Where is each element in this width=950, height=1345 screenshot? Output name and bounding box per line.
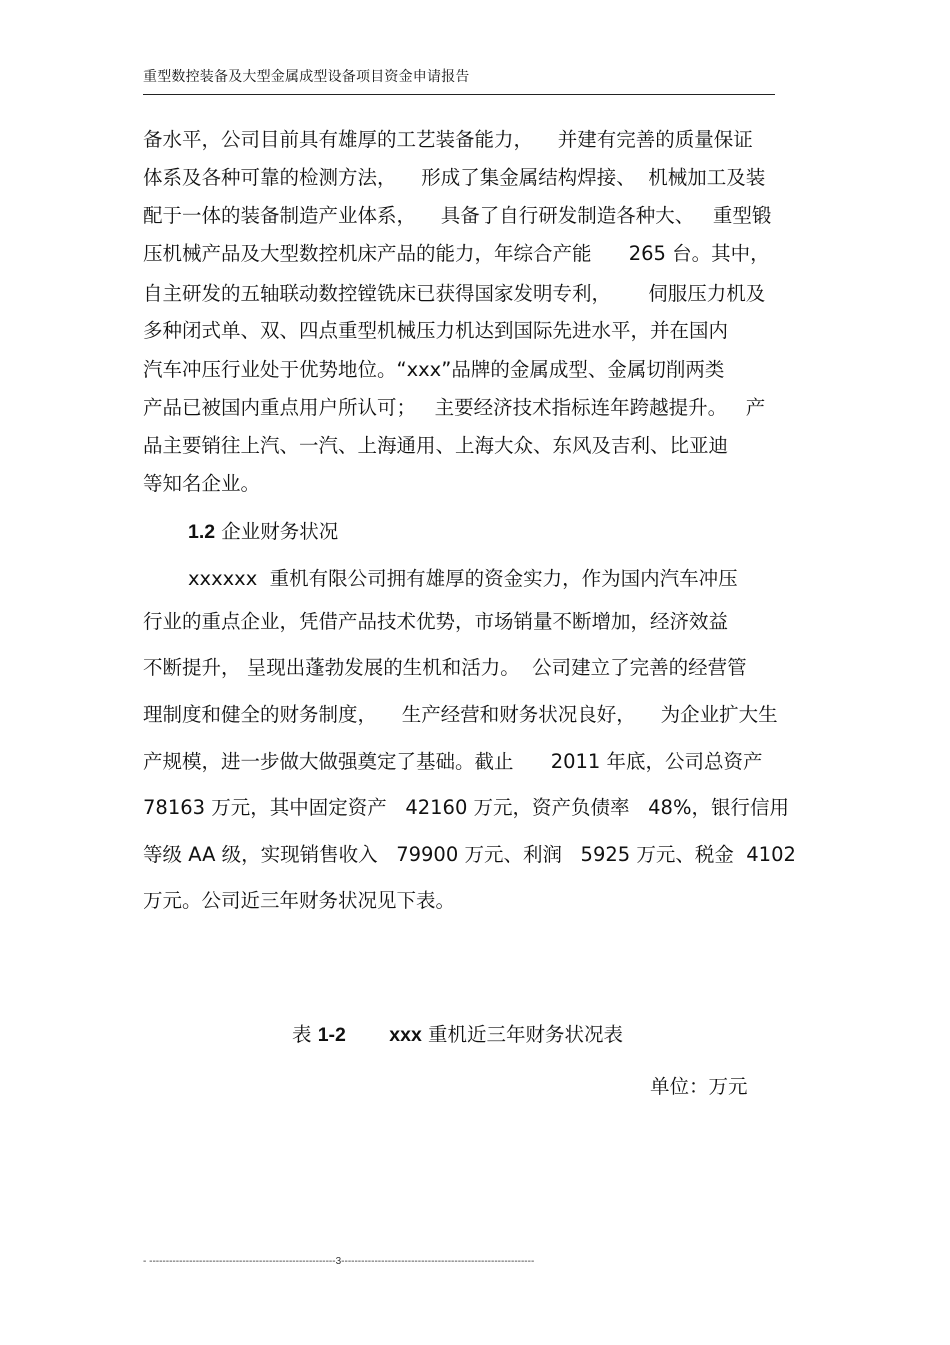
table-caption-prefix: 表 xyxy=(292,1023,318,1046)
table-number: 1-2 xyxy=(317,1024,346,1046)
table-caption-company: xxx xyxy=(389,1024,422,1046)
table-caption-title: 重机近三年财务状况表 xyxy=(421,1023,624,1046)
table-caption xyxy=(292,1025,623,1046)
section-heading xyxy=(188,522,338,543)
body-line: 汽车冲压行业处于优势地位。“xxx”品牌的金属成型、金属切削两类 xyxy=(143,358,725,381)
page-number-footer: - --------------------------------------------------------3---------------------------------------------------------- xyxy=(143,1256,535,1267)
document-header-title: 重型数控装备及大型金属成型设备项目资金申请报告 xyxy=(143,69,470,85)
body-line: 行业的重点企业，凭借产品技术优势，市场销量不断增加，经济效益 xyxy=(143,610,729,633)
section-title: 企业财务状况 xyxy=(215,520,339,543)
body-line: 产规模，进一步做大做强奠定了基础。截止 2011 年底，公司总资产 xyxy=(143,750,763,773)
body-line: 备水平，公司目前具有雄厚的工艺装备能力， 并建有完善的质量保证 xyxy=(143,128,753,151)
section-number: 1.2 xyxy=(188,521,216,543)
body-line: xxxxxx 重机有限公司拥有雄厚的资金实力，作为国内汽车冲压 xyxy=(188,567,738,590)
body-line: 理制度和健全的财务制度， 生产经营和财务状况良好， 为企业扩大生 xyxy=(143,703,778,726)
body-line: 等级 AA 级，实现销售收入 79900 万元、利润 5925 万元、税金 4102 xyxy=(143,843,796,866)
body-line: 不断提升， 呈现出蓬勃发展的生机和活力。 公司建立了完善的经营管 xyxy=(143,656,747,679)
body-line: 自主研发的五轴联动数控镗铣床已获得国家发明专利， 伺服压力机及 xyxy=(143,282,766,305)
body-line: 等知名企业。 xyxy=(143,472,261,495)
body-line: 体系及各种可靠的检测方法， 形成了集金属结构焊接、 机械加工及装 xyxy=(143,166,766,189)
body-line: 多种闭式单、双、四点重型机械压力机达到国际先进水平，并在国内 xyxy=(143,319,729,342)
body-line: 配于一体的装备制造产业体系， 具备了自行研发制造各种大、 重型锻 xyxy=(143,204,772,227)
body-line: 万元。公司近三年财务状况见下表。 xyxy=(143,889,456,912)
body-line: 品主要销往上汽、一汽、上海通用、上海大众、东风及吉利、比亚迪 xyxy=(143,434,729,457)
header-divider xyxy=(143,94,775,95)
table-caption-gap xyxy=(346,1023,389,1046)
unit-label: 单位：万元 xyxy=(650,1075,748,1098)
body-line: 产品已被国内重点用户所认可； 主要经济技术指标连年跨越提升。 产 xyxy=(143,396,766,419)
body-line: 压机械产品及大型数控机床产品的能力，年综合产能 265 台。其中， xyxy=(143,242,770,265)
body-line: 78163 万元，其中固定资产 42160 万元，资产负债率 48%，银行信用 xyxy=(143,796,789,819)
